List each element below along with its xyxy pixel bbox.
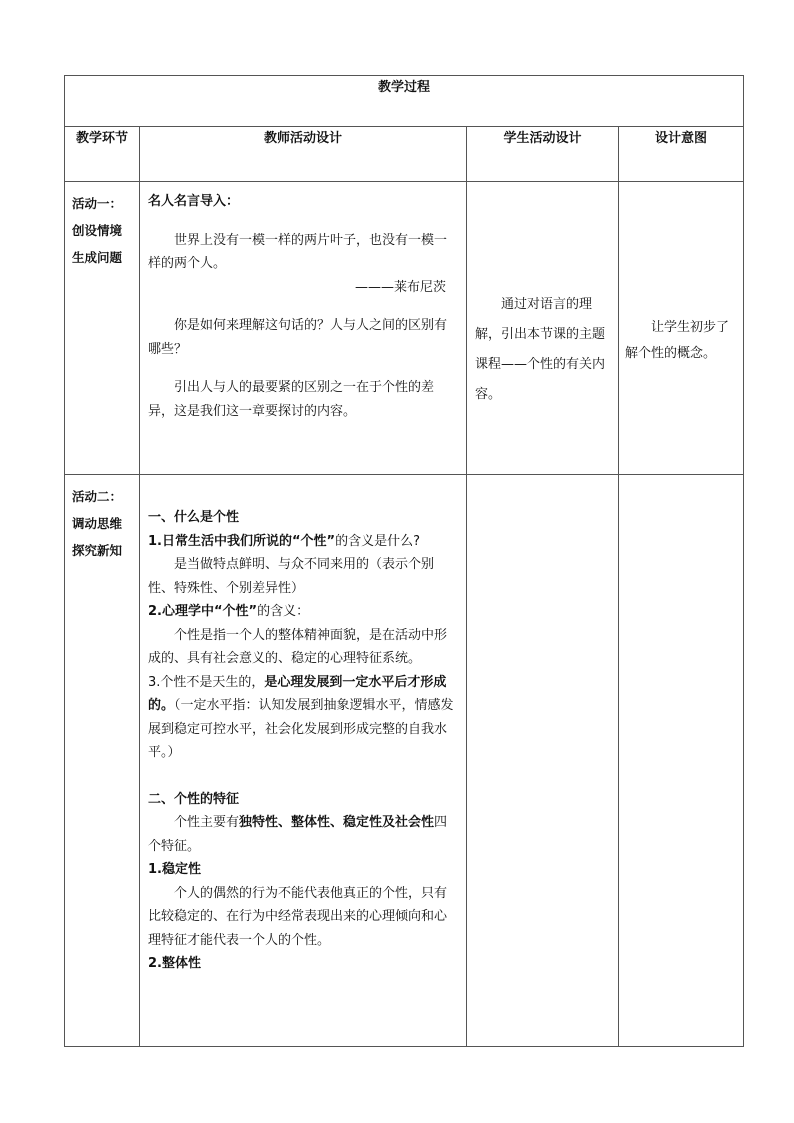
stage-label: 活动二： (72, 489, 123, 504)
stage-cell (65, 475, 140, 1047)
table-row (65, 475, 744, 1047)
quote-author: ———莱布尼茨 (354, 279, 446, 295)
table-row (65, 182, 744, 475)
section-heading: 二、个性的特征 (148, 791, 240, 807)
question-1 (148, 530, 458, 554)
design-intent-text: 让学生初步了解个性的概念。 (625, 320, 730, 361)
stage-label: 生成问题 (72, 250, 123, 265)
intent-cell (619, 182, 744, 475)
features-bold: 独特性、整体性、稳定性及社会性 (239, 815, 435, 830)
point-3 (148, 671, 458, 765)
features-end: 四个特征。 (148, 815, 448, 854)
stage-label: 探究新知 (72, 543, 123, 558)
answer-1: 是当做特点鲜明、与众不同来用的（表示个别性、特殊性、个别差异性） (148, 557, 435, 596)
section-heading: 一、什么是个性 (148, 510, 240, 525)
stage-cell (65, 182, 140, 475)
intro-heading: 名人名言导入： (148, 194, 240, 209)
stability-text: 个人的偶然的行为不能代表他真正的个性，只有比较稳定的、在行为中经常表现出来的心理倾向和心理特征才能代表一个人的个性。 (148, 885, 448, 948)
teacher-cell (140, 182, 467, 475)
intent-cell (619, 475, 744, 1047)
header-teacher-activity: 教师活动设计 (140, 127, 467, 182)
quote-text: 世界上没有一模一样的两片叶子，也没有一模一样的两个人。 (148, 232, 448, 271)
stage-label: 创设情境 (72, 223, 123, 238)
student-cell (467, 475, 619, 1047)
question-2-bold: 2.心理学中“个性” (148, 604, 258, 619)
point-3-part: 3.个性不是天生的， (148, 674, 265, 690)
stage-label: 活动一： (72, 196, 123, 211)
answer-2: 个性是指一个人的整体精神面貌，是在活动中形成的、具有社会意义的、稳定的心理特征系统。 (148, 627, 448, 666)
point-3-bold: 是心理发展到一定水平后才形成的。 (148, 674, 447, 713)
point-3-note: （一定水平指：认知发展到抽象逻辑水平，情感发展到稳定可控水平，社会化发展到形成完整的自我水平。） (148, 698, 454, 760)
student-activity-text: 通过对语言的理解，引出本节课的主题课程——个性的有关内容。 (475, 297, 606, 402)
header-stage: 教学环节 (65, 127, 140, 182)
header-student-activity: 学生活动设计 (467, 127, 619, 182)
header-design-intent: 设计意图 (619, 127, 744, 182)
features-lead: 个性主要有 (174, 815, 240, 830)
features-text (148, 811, 458, 858)
question-2 (148, 600, 458, 624)
stage-label: 调动思维 (72, 516, 123, 531)
question-1-rest: 的含义是什么? (335, 533, 420, 549)
question-text: 你是如何来理解这句话的？人与人之间的区别有哪些？ (148, 318, 448, 357)
question-2-rest: 的含义： (257, 604, 310, 619)
lesson-process-table (64, 75, 744, 1047)
subheading-stability: 1.稳定性 (148, 862, 201, 877)
table-title: 教学过程 (65, 76, 744, 127)
subheading-integrity: 2.整体性 (148, 956, 201, 971)
question-1-bold: 1.日常生活中我们所说的“个性” (148, 533, 336, 549)
teacher-cell (140, 475, 467, 1047)
lead-text: 引出人与人的最要紧的区别之一在于个性的差异，这是我们这一章要探讨的内容。 (148, 380, 435, 419)
student-cell (467, 182, 619, 475)
